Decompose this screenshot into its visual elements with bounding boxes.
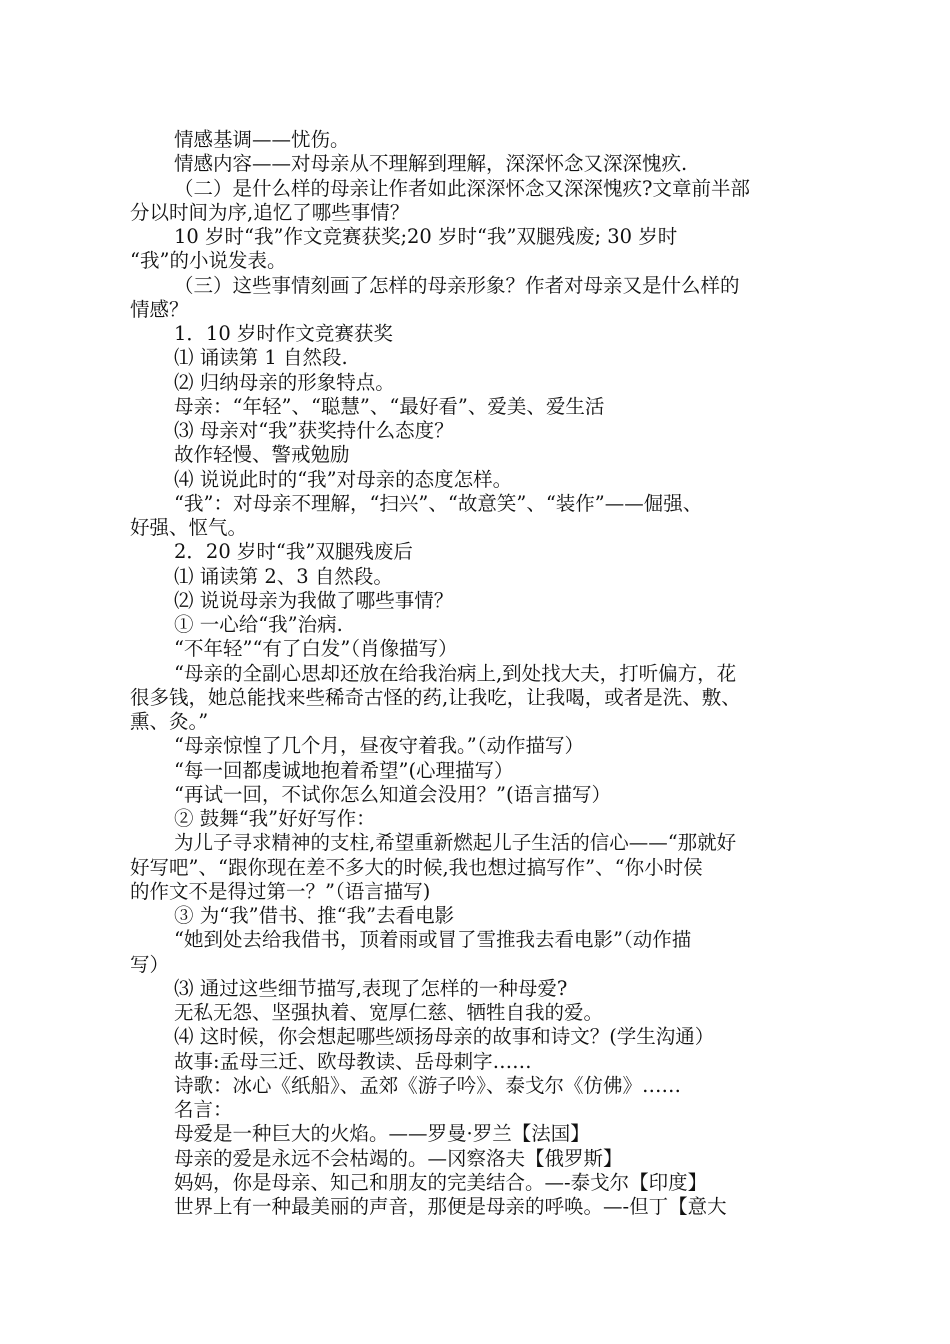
text-line: （二）是什么样的母亲让作者如此深深怀念又深深愧疚?文章前半部	[174, 177, 750, 200]
text-line: 母亲的爱是永远不会枯竭的。—冈察洛夫【俄罗斯】	[174, 1147, 623, 1170]
text-line: “不年轻”“有了白发”（肖像描写）	[174, 637, 458, 660]
text-line: 情感？	[130, 298, 189, 321]
text-line: “母亲的全副心思却还放在给我治病上,到处找大夫，打听偏方，花	[174, 662, 737, 685]
text-line: ⑶ 通过这些细节描写,表现了怎样的一种母爱?	[174, 977, 568, 1000]
text-line: 故作轻慢、警戒勉励	[174, 443, 350, 466]
text-line: “我”的小说发表。	[130, 249, 287, 272]
text-line: 故事:孟母三迁、欧母教读、岳母刺字……	[174, 1050, 532, 1073]
text-line: ⑶ 母亲对“我”获奖持什么态度？	[174, 419, 454, 442]
text-line: 的作文不是得过第一？”（语言描写)	[130, 880, 431, 903]
text-line: 10 岁时“我”作文竞赛获奖;20 岁时“我”双腿残废; 30 岁时	[174, 225, 678, 248]
text-line: ① 一心给“我”治病.	[174, 613, 343, 636]
text-line: “她到处去给我借书，顶着雨或冒了雪推我去看电影”（动作描	[174, 928, 692, 951]
text-line: 为儿子寻求精神的支柱,希望重新燃起儿子生活的信心——“那就好	[174, 831, 737, 854]
text-line: 2．20 岁时“我”双腿残废后	[174, 540, 413, 563]
text-line: （三）这些事情刻画了怎样的母亲形象？作者对母亲又是什么样的	[174, 274, 740, 297]
text-line: ⑵ 归纳母亲的形象特点。	[174, 371, 395, 394]
text-line: “再试一回，不试你怎么知道会没用？”(语言描写）	[174, 783, 612, 806]
text-line: 世界上有一种最美丽的声音，那便是母亲的呼唤。—-但丁【意大	[174, 1195, 727, 1218]
text-line: 1．10 岁时作文竞赛获奖	[174, 322, 393, 345]
text-line: 好强、怄气。	[130, 516, 248, 539]
text-line: 母爱是一种巨大的火焰。——罗曼·罗兰【法国】	[174, 1122, 590, 1145]
text-line: 母亲：“年轻”、“聪慧”、“最好看”、爱美、爱生活	[174, 395, 605, 418]
text-line: 妈妈，你是母亲、知己和朋友的完美结合。—-泰戈尔【印度】	[174, 1171, 708, 1194]
text-line: “每一回都虔诚地抱着希望”(心理描写）	[174, 759, 514, 782]
text-line: ⑵ 说说母亲为我做了哪些事情？	[174, 589, 454, 612]
text-line: 写）	[130, 953, 170, 976]
text-line: 情感基调——忧伤。	[174, 128, 350, 151]
text-line: ⑷ 这时候，你会想起哪些颂扬母亲的故事和诗文？(学生沟通）	[174, 1025, 715, 1048]
text-line: 很多钱，她总能找来些稀奇古怪的药,让我吃，让我喝，或者是洗、敷、	[130, 686, 741, 709]
text-line: “我”：对母亲不理解，“扫兴”、“故意笑”、“装作”——倔强、	[174, 492, 703, 515]
text-line: ⑴ 诵读第 1 自然段.	[174, 346, 348, 369]
text-line: ③ 为“我”借书、推“我”去看电影	[174, 904, 455, 927]
text-line: ② 鼓舞“我”好好写作：	[174, 807, 376, 830]
text-line: “母亲惊惶了几个月，昼夜守着我。”（动作描写）	[174, 734, 584, 757]
text-line: ⑴ 诵读第 2、3 自然段。	[174, 565, 393, 588]
text-line: 情感内容——对母亲从不理解到理解，深深怀念又深深愧疚.	[174, 152, 688, 175]
text-line: 诗歌：冰心《纸船》、孟郊《游子吟》、泰戈尔《仿佛》……	[174, 1074, 682, 1097]
text-line: 熏、灸。”	[130, 710, 209, 733]
text-line: 分以时间为序,追忆了哪些事情？	[130, 201, 410, 224]
text-line: 无私无怨、坚强执着、宽厚仁慈、牺牲自我的爱。	[174, 1001, 604, 1024]
text-line: 名言：	[174, 1098, 233, 1121]
text-line: 好写吧”、“跟你现在差不多大的时候,我也想过搞写作”、“你小时侯	[130, 856, 703, 879]
text-line: ⑷ 说说此时的“我”对母亲的态度怎样。	[174, 468, 513, 491]
